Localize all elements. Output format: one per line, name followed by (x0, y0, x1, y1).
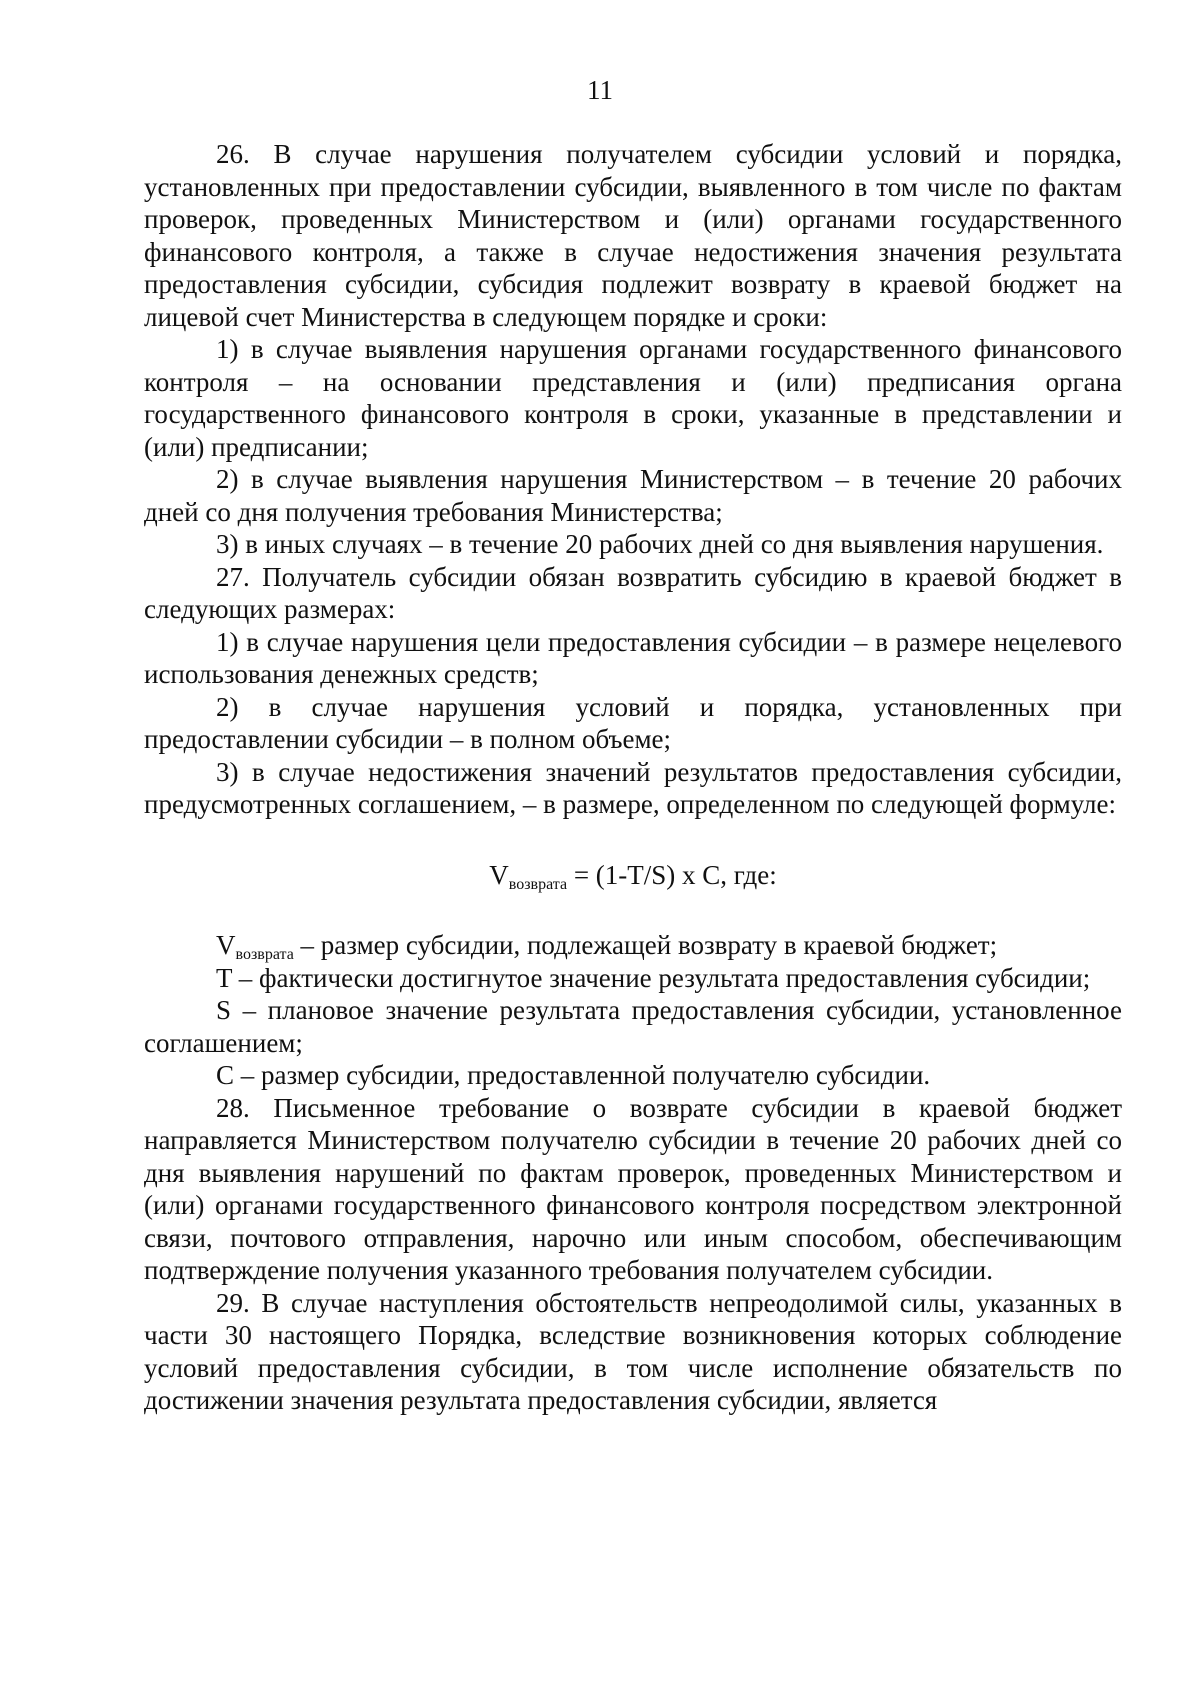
definition-c: С – размер субсидии, предоставленной получателю субсидии. (216, 1060, 931, 1090)
formula-expression: = (1-T/S) x C, где: (567, 859, 777, 890)
definition-v-text: – размер субсидии, подлежащей возврату в краевой бюджет; (293, 930, 998, 960)
formula-subscript: возврата (508, 875, 568, 893)
paragraph-27-item-1: 1) в случае нарушения цели предоставления субсидии – в размере нецелевого использования денежных средств; (144, 626, 1122, 689)
paragraph-26-item-2: 2) в случае выявления нарушения Министерством – в течение 20 рабочих дней со дня получения требования Министерства; (144, 464, 1122, 527)
definition-v (144, 929, 1122, 962)
paragraph-26: 26. В случае нарушения получателем субсидии условий и порядка, установленных при предоставлении субсидии, выявленного в том числе по фактам проверок, проведенных Министерством и (или) органами государственного финансового контроля, а также в случае недостижения значения результата предоставления субсидии, субсидия подлежит возврату в краевой бюджет на лицевой счет Министерства в следующем порядке и сроки: (144, 139, 1122, 332)
paragraph-27-item-3: 3) в случае недостижения значений результатов предоставления субсидии, предусмотренных соглашением, – в размере, определенном по следующей формуле: (144, 756, 1122, 819)
paragraph-26-item-1: 1) в случае выявления нарушения органами государственного финансового контроля – на основании представления и (или) предписания органа государственного финансового контроля в сроки, указанные в представлении и (или) предписании; (144, 334, 1122, 462)
paragraph-29: 29. В случае наступления обстоятельств непреодолимой силы, указанных в части 30 настоящего Порядка, вследствие возникновения которых соблюдение условий предоставления субсидии, в том числе исполнение обязательств по достижении значения результата предоставления субсидии, является (144, 1287, 1122, 1415)
paragraph-27-item-2: 2) в случае нарушения условий и порядка, установленных при предоставлении субсидии – в полном объеме; (144, 691, 1122, 754)
definition-s: S – плановое значение результата предоставления субсидии, установленное соглашением; (144, 995, 1122, 1058)
refund-formula (144, 859, 1122, 892)
definition-v-symbol: V (216, 930, 236, 960)
definition-t: T – фактически достигнутое значение результата предоставления субсидии; (216, 962, 1091, 993)
page-number: 11 (587, 75, 613, 105)
definition-v-subscript: возврата (235, 946, 294, 963)
paragraph-26-item-3: 3) в иных случаях – в течение 20 рабочих дней со дня выявления нарушения. (216, 529, 1104, 559)
formula-symbol: V (489, 859, 509, 890)
paragraph-27: 27. Получатель субсидии обязан возвратить субсидию в краевой бюджет в следующих размерах: (144, 561, 1122, 624)
document-body (144, 138, 1122, 1417)
paragraph-28: 28. Письменное требование о возврате субсидии в краевой бюджет направляется Министерством получателю субсидии в течение 20 рабочих дней со дня выявления нарушений по фактам проверок, проведенных Министерством и (или) органами государственного финансового контроля посредством электронной связи, почтового отправления, нарочно или иным способом, обеспечивающим подтверждение получения указанного требования получателем субсидии. (144, 1092, 1122, 1285)
